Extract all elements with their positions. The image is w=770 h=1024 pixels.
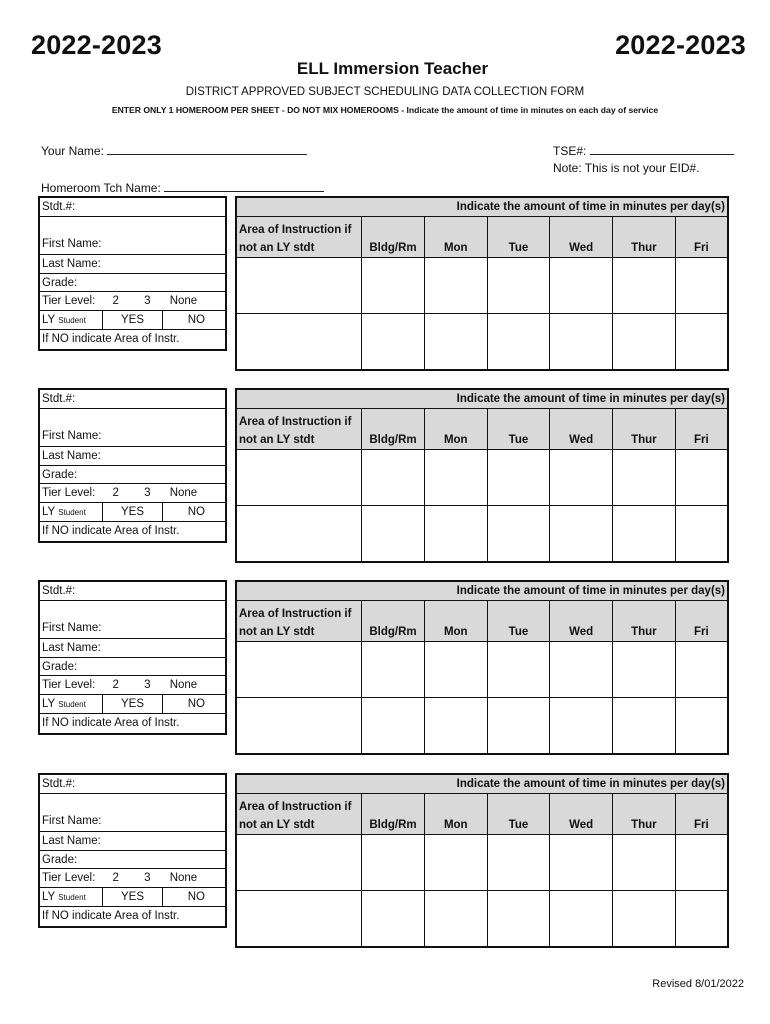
- ly-yes-option[interactable]: YES: [103, 503, 163, 521]
- mon-cell[interactable]: [424, 258, 487, 314]
- ly-label: LY: [42, 698, 56, 711]
- area-header-line2: not an LY stdt: [239, 434, 315, 446]
- last-name-field[interactable]: [40, 255, 225, 274]
- stdt-number-label: Stdt.#:: [42, 201, 76, 213]
- area-column-header: [236, 409, 362, 450]
- area-cell[interactable]: [236, 314, 362, 371]
- area-column-header: [236, 601, 362, 642]
- student-info-box: [38, 388, 227, 543]
- time-grid: [235, 580, 729, 755]
- thur-cell[interactable]: [613, 891, 676, 948]
- time-grid: [235, 388, 729, 563]
- first-name-field[interactable]: [40, 409, 225, 447]
- student-info-box: [38, 773, 227, 928]
- tier-level-label: Tier Level:: [42, 679, 96, 692]
- first-name-label: First Name:: [42, 621, 102, 634]
- tier-option-3[interactable]: 3: [144, 679, 151, 692]
- thur-column-header: Thur: [613, 409, 676, 450]
- bldg-cell[interactable]: [362, 314, 425, 371]
- mon-cell[interactable]: [424, 642, 487, 698]
- tue-cell[interactable]: [487, 506, 550, 563]
- form-title: ELL Immersion Teacher: [296, 59, 489, 78]
- first-name-field[interactable]: [40, 217, 225, 255]
- area-cell[interactable]: [236, 835, 362, 891]
- ly-label: LY: [42, 891, 56, 904]
- first-name-field[interactable]: [40, 601, 225, 639]
- area-header-line2: not an LY stdt: [239, 242, 315, 254]
- ly-label: LY: [42, 314, 56, 327]
- area-header-line1: Area of Instruction if: [239, 801, 352, 813]
- homeroom-input-line[interactable]: [164, 179, 324, 192]
- fri-cell[interactable]: [675, 314, 728, 371]
- grade-label: Grade:: [42, 660, 78, 673]
- last-name-field[interactable]: [40, 832, 225, 851]
- mon-cell[interactable]: [424, 450, 487, 506]
- area-header-line1: Area of Instruction if: [239, 608, 352, 620]
- ly-no-option[interactable]: NO: [187, 506, 205, 519]
- thur-column-header: Thur: [613, 601, 676, 642]
- fri-cell[interactable]: [675, 891, 728, 948]
- tier-level-field[interactable]: [40, 484, 225, 503]
- tue-column-header: Tue: [487, 409, 550, 450]
- bldg-cell[interactable]: [362, 450, 425, 506]
- your-name-label: Your Name:: [41, 144, 104, 158]
- tue-column-header: Tue: [487, 601, 550, 642]
- time-grid: [235, 773, 729, 948]
- wed-cell[interactable]: [550, 835, 613, 891]
- fri-column-header: Fri: [675, 794, 728, 835]
- tse-input-line[interactable]: [590, 142, 734, 155]
- grade-field[interactable]: [40, 851, 225, 870]
- area-header-line1: Area of Instruction if: [239, 416, 352, 428]
- eid-note: Note: This is not your EID#.: [553, 161, 700, 175]
- wed-cell[interactable]: [550, 450, 613, 506]
- tier-level-field[interactable]: [40, 869, 225, 888]
- grade-label: Grade:: [42, 276, 78, 289]
- thur-cell[interactable]: [613, 698, 676, 755]
- stdt-number-label: Stdt.#:: [42, 778, 76, 790]
- ly-yes-option[interactable]: YES: [103, 695, 163, 713]
- area-column-header: [236, 794, 362, 835]
- wed-column-header: Wed: [550, 794, 613, 835]
- tier-option-none[interactable]: None: [169, 487, 198, 500]
- stdt-number-field[interactable]: [40, 198, 225, 217]
- wed-column-header: Wed: [550, 601, 613, 642]
- thur-cell[interactable]: [613, 835, 676, 891]
- your-name-field: [41, 142, 307, 158]
- mon-cell[interactable]: [424, 891, 487, 948]
- ly-yes-option[interactable]: YES: [103, 311, 163, 329]
- last-name-label: Last Name:: [42, 257, 101, 270]
- tue-cell[interactable]: [487, 698, 550, 755]
- mon-cell[interactable]: [424, 506, 487, 563]
- fri-cell[interactable]: [675, 698, 728, 755]
- last-name-label: Last Name:: [42, 834, 101, 847]
- area-header-line2: not an LY stdt: [239, 626, 315, 638]
- ly-no-option[interactable]: NO: [187, 314, 205, 327]
- mon-cell[interactable]: [424, 314, 487, 371]
- time-grid-header: Indicate the amount of time in minutes per day(s): [236, 197, 728, 217]
- thur-cell[interactable]: [613, 314, 676, 371]
- thur-cell[interactable]: [613, 450, 676, 506]
- fri-column-header: Fri: [675, 409, 728, 450]
- tier-option-3[interactable]: 3: [144, 295, 151, 308]
- mon-cell[interactable]: [424, 698, 487, 755]
- bldg-cell[interactable]: [362, 642, 425, 698]
- stdt-number-field[interactable]: [40, 775, 225, 794]
- grade-label: Grade:: [42, 468, 78, 481]
- tue-column-header: Tue: [487, 794, 550, 835]
- ly-student-row: [40, 888, 225, 907]
- ly-student-row: [40, 311, 225, 330]
- area-cell[interactable]: [236, 891, 362, 948]
- area-of-instr-label: If NO indicate Area of Instr.: [42, 716, 180, 729]
- tue-cell[interactable]: [487, 258, 550, 314]
- area-of-instr-field[interactable]: [40, 330, 225, 349]
- area-cell[interactable]: [236, 698, 362, 755]
- form-subtitle: DISTRICT APPROVED SUBJECT SCHEDULING DATA COLLECTION FORM: [185, 86, 585, 98]
- ly-student-label: [40, 311, 103, 329]
- homeroom-field: [41, 179, 324, 195]
- stdt-number-label: Stdt.#:: [42, 585, 76, 597]
- wed-column-header: Wed: [550, 217, 613, 258]
- bldg-cell[interactable]: [362, 258, 425, 314]
- ly-student-row: [40, 695, 225, 714]
- tier-option-none[interactable]: None: [169, 295, 198, 308]
- wed-cell[interactable]: [550, 258, 613, 314]
- ly-label: LY: [42, 506, 56, 519]
- wed-cell[interactable]: [550, 698, 613, 755]
- student-block: [38, 196, 732, 372]
- time-grid: [235, 196, 729, 371]
- area-cell[interactable]: [236, 642, 362, 698]
- mon-column-header: Mon: [424, 601, 487, 642]
- area-header-line1: Area of Instruction if: [239, 224, 352, 236]
- thur-cell[interactable]: [613, 258, 676, 314]
- ly-student-small-label: Student: [58, 508, 86, 518]
- last-name-field[interactable]: [40, 639, 225, 658]
- revised-date: Revised 8/01/2022: [652, 978, 744, 990]
- area-of-instr-label: If NO indicate Area of Instr.: [42, 524, 180, 537]
- ly-student-label: [40, 695, 103, 713]
- last-name-label: Last Name:: [42, 449, 101, 462]
- tier-level-label: Tier Level:: [42, 487, 96, 500]
- grade-field[interactable]: [40, 466, 225, 485]
- tier-option-2[interactable]: 2: [112, 295, 119, 308]
- area-of-instr-label: If NO indicate Area of Instr.: [42, 909, 180, 922]
- area-of-instr-field[interactable]: [40, 907, 225, 926]
- thur-cell[interactable]: [613, 642, 676, 698]
- mon-column-header: Mon: [424, 217, 487, 258]
- wed-cell[interactable]: [550, 506, 613, 563]
- first-name-label: First Name:: [42, 429, 102, 442]
- grade-label: Grade:: [42, 853, 78, 866]
- fri-cell[interactable]: [675, 835, 728, 891]
- last-name-field[interactable]: [40, 447, 225, 466]
- wed-column-header: Wed: [550, 409, 613, 450]
- fri-cell[interactable]: [675, 258, 728, 314]
- ly-student-row: [40, 503, 225, 522]
- your-name-input-line[interactable]: [107, 142, 307, 155]
- ly-student-small-label: Student: [58, 893, 86, 903]
- stdt-number-field[interactable]: [40, 390, 225, 409]
- ly-student-label: [40, 888, 103, 906]
- mon-cell[interactable]: [424, 835, 487, 891]
- tue-column-header: Tue: [487, 217, 550, 258]
- time-grid-header: Indicate the amount of time in minutes per day(s): [236, 389, 728, 409]
- ly-no-option[interactable]: NO: [187, 891, 205, 904]
- tier-level-label: Tier Level:: [42, 295, 96, 308]
- ly-student-small-label: Student: [58, 316, 86, 326]
- mon-column-header: Mon: [424, 794, 487, 835]
- ly-student-small-label: Student: [58, 700, 86, 710]
- bldg-column-header: Bldg/Rm: [362, 794, 425, 835]
- first-name-field[interactable]: [40, 794, 225, 832]
- bldg-cell[interactable]: [362, 891, 425, 948]
- first-name-label: First Name:: [42, 237, 102, 250]
- fri-cell[interactable]: [675, 506, 728, 563]
- tier-option-2[interactable]: 2: [112, 679, 119, 692]
- area-header-line2: not an LY stdt: [239, 819, 315, 831]
- tier-option-3[interactable]: 3: [144, 487, 151, 500]
- form-instruction: ENTER ONLY 1 HOMEROOM PER SHEET - DO NOT MIX HOMEROOMS - Indicate the amount of time in minutes on each day of service: [111, 105, 659, 115]
- tier-option-3[interactable]: 3: [144, 872, 151, 885]
- tse-field: [553, 142, 734, 158]
- first-name-label: First Name:: [42, 814, 102, 827]
- wed-cell[interactable]: [550, 642, 613, 698]
- tier-option-2[interactable]: 2: [112, 872, 119, 885]
- tier-level-field[interactable]: [40, 292, 225, 311]
- bldg-cell[interactable]: [362, 698, 425, 755]
- mon-column-header: Mon: [424, 409, 487, 450]
- area-cell[interactable]: [236, 506, 362, 563]
- tier-option-none[interactable]: None: [169, 679, 198, 692]
- fri-cell[interactable]: [675, 450, 728, 506]
- student-block: [38, 388, 732, 564]
- fri-column-header: Fri: [675, 601, 728, 642]
- thur-column-header: Thur: [613, 794, 676, 835]
- bldg-column-header: Bldg/Rm: [362, 601, 425, 642]
- wed-cell[interactable]: [550, 891, 613, 948]
- time-grid-header: Indicate the amount of time in minutes per day(s): [236, 774, 728, 794]
- tue-cell[interactable]: [487, 891, 550, 948]
- thur-cell[interactable]: [613, 506, 676, 563]
- fri-cell[interactable]: [675, 642, 728, 698]
- area-cell[interactable]: [236, 450, 362, 506]
- area-column-header: [236, 217, 362, 258]
- tier-option-2[interactable]: 2: [112, 487, 119, 500]
- student-block: [38, 773, 732, 949]
- student-info-box: [38, 196, 227, 351]
- ly-yes-option[interactable]: YES: [103, 888, 163, 906]
- grade-field[interactable]: [40, 274, 225, 293]
- homeroom-label: Homeroom Tch Name:: [41, 181, 161, 195]
- ly-no-option[interactable]: NO: [187, 698, 205, 711]
- stdt-number-field[interactable]: [40, 582, 225, 601]
- area-of-instr-label: If NO indicate Area of Instr.: [42, 332, 180, 345]
- area-cell[interactable]: [236, 258, 362, 314]
- stdt-number-label: Stdt.#:: [42, 393, 76, 405]
- last-name-label: Last Name:: [42, 641, 101, 654]
- fri-column-header: Fri: [675, 217, 728, 258]
- student-block: [38, 580, 732, 756]
- thur-column-header: Thur: [613, 217, 676, 258]
- area-of-instr-field[interactable]: [40, 522, 225, 541]
- tue-cell[interactable]: [487, 642, 550, 698]
- year-right: 2022-2023: [615, 30, 746, 60]
- time-grid-header: Indicate the amount of time in minutes per day(s): [236, 581, 728, 601]
- year-left: 2022-2023: [31, 30, 162, 60]
- ly-student-label: [40, 503, 103, 521]
- tue-cell[interactable]: [487, 450, 550, 506]
- grade-field[interactable]: [40, 658, 225, 677]
- bldg-cell[interactable]: [362, 835, 425, 891]
- wed-cell[interactable]: [550, 314, 613, 371]
- bldg-cell[interactable]: [362, 506, 425, 563]
- tue-cell[interactable]: [487, 835, 550, 891]
- tier-option-none[interactable]: None: [169, 872, 198, 885]
- tse-label: TSE#:: [553, 144, 587, 158]
- tue-cell[interactable]: [487, 314, 550, 371]
- tier-level-field[interactable]: [40, 676, 225, 695]
- bldg-column-header: Bldg/Rm: [362, 217, 425, 258]
- area-of-instr-field[interactable]: [40, 714, 225, 733]
- student-info-box: [38, 580, 227, 735]
- tier-level-label: Tier Level:: [42, 872, 96, 885]
- bldg-column-header: Bldg/Rm: [362, 409, 425, 450]
